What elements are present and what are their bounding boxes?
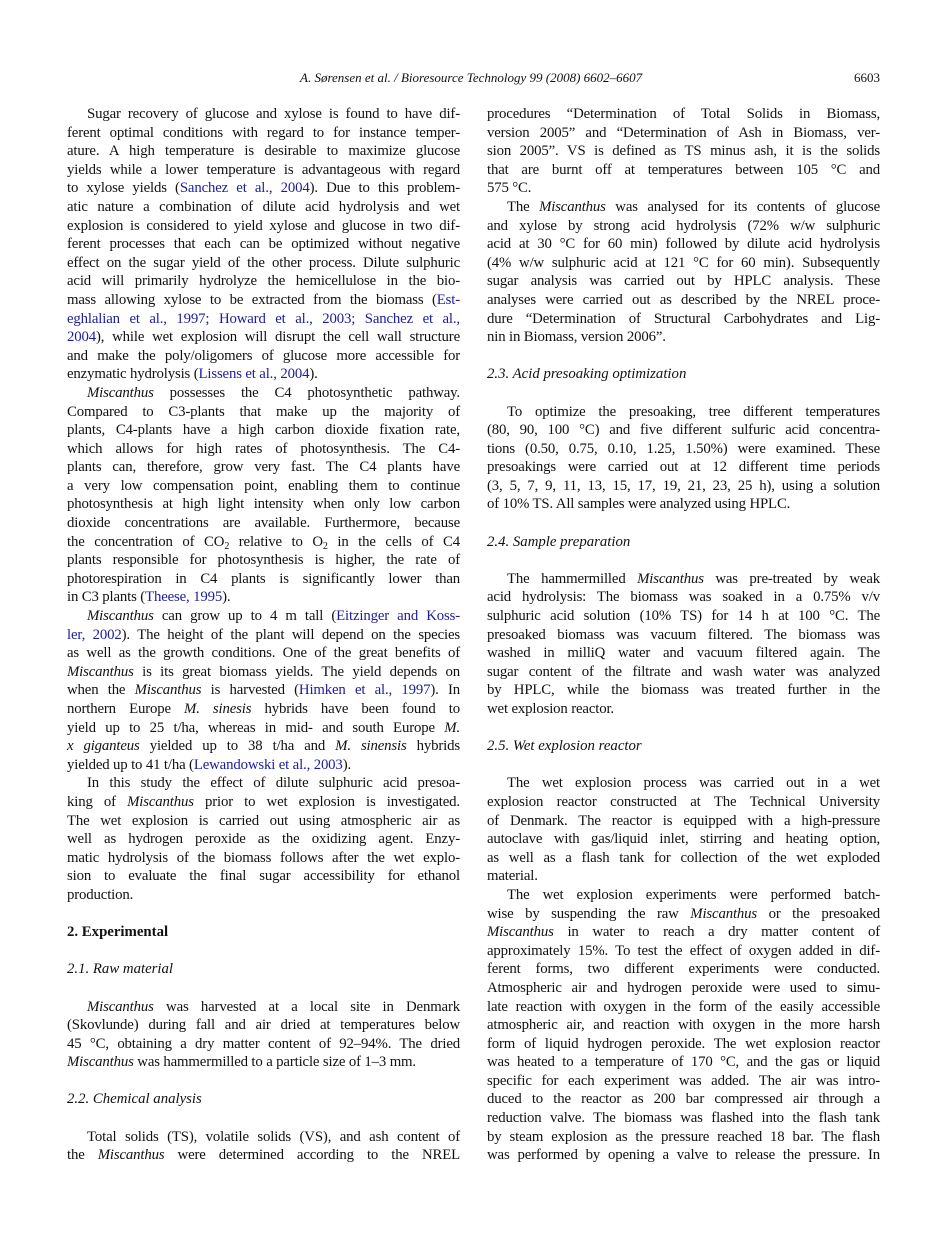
text-span: 2. Experimental	[67, 924, 169, 941]
text-span: Sugar recovery of glucose and xylose is found to have dif-	[87, 106, 460, 122]
text-span: is harvested (	[201, 682, 299, 699]
text-line	[487, 700, 880, 719]
citation-link[interactable]: Sanchez et al., 2004	[179, 180, 310, 197]
text-span: dure “Determination of Structural Carbohydrates and Lig-	[487, 310, 880, 327]
section-heading	[67, 923, 460, 942]
text-span: as well as a flash tank for collection of the wet exploded	[487, 849, 880, 866]
text-span: explosion reactor constructed at The Technical University	[487, 793, 880, 810]
text-span: sion 2005”. VS is defined as TS minus ash, it is the solids	[487, 143, 880, 160]
text-span: ferent forms, two different experiments were conducted.	[487, 961, 880, 978]
italic-text: Miscanthus	[97, 1147, 165, 1164]
text-span: presoakings were carried out at 12 different time periods	[487, 459, 880, 476]
text-span: possesses the C4 photosynthetic pathway.	[153, 384, 460, 401]
text-span: wise by suspending the raw	[487, 905, 691, 922]
citation-link[interactable]: Lewandowski et al., 2003	[193, 756, 343, 773]
text-line	[487, 626, 880, 645]
text-span: The hammermilled	[507, 570, 638, 587]
text-span: yield up to 25 t/ha, whereas in mid- and south Europe	[67, 719, 445, 736]
text-span: 2.3. Acid presoaking optimization	[487, 366, 687, 383]
text-line	[487, 774, 880, 793]
text-span: ). The height of the plant will depend on the species	[121, 626, 461, 643]
text-line	[487, 477, 880, 496]
text-span: was heated to a temperature of 170 °C, and the gas or liquid	[487, 1054, 880, 1071]
text-span: a very low compensation point, enabling them to continue	[67, 477, 460, 494]
text-line	[487, 310, 880, 329]
text-line	[67, 310, 460, 329]
text-line	[487, 124, 880, 143]
text-line	[67, 607, 460, 626]
text-line	[487, 328, 880, 347]
text-line	[487, 1035, 880, 1054]
text-line	[67, 774, 460, 793]
text-span: matic hydrolysis of the biomass follows after the wet explo-	[67, 849, 460, 866]
citation-link[interactable]: 2004	[67, 329, 96, 346]
text-span: acid hydrolysis: The biomass was soaked in a 0.75% v/v	[487, 589, 880, 606]
text-line	[67, 1016, 460, 1035]
text-span: acid will primarily hydrolyze the hemicellulose in the bio-	[67, 273, 460, 290]
citation-link[interactable]: Eitzinger and Koss-	[336, 608, 460, 625]
text-line	[67, 291, 460, 310]
italic-text: Miscanthus	[690, 905, 758, 922]
text-span: ).	[309, 366, 318, 383]
text-span: Compared to C3-plants that make up the majority of	[67, 403, 460, 420]
italic-text: M.	[444, 719, 460, 736]
text-span: can grow up to 4 m tall (	[153, 608, 337, 625]
text-span: ). Due to this problem-	[309, 180, 460, 197]
text-span: plants responsible for photosynthesis is higher, the rate of	[67, 552, 460, 569]
text-line	[67, 793, 460, 812]
text-span: photosynthesis at high light intensity when only low carbon	[67, 496, 460, 513]
text-line	[67, 235, 460, 254]
text-line	[487, 495, 880, 514]
text-line	[487, 793, 880, 812]
text-span: atic nature a combination of dilute acid hydrolysis and wet	[67, 198, 460, 215]
text-span: presoaked biomass was vacuum filtered. The biomass was	[487, 626, 880, 643]
text-line	[67, 830, 460, 849]
italic-text: Miscanthus	[67, 663, 134, 680]
text-line	[67, 700, 460, 719]
italic-text: Miscanthus	[637, 570, 704, 587]
italic-text: Miscanthus	[134, 682, 202, 699]
text-span: the concentration of CO	[67, 533, 225, 550]
text-line	[67, 198, 460, 217]
text-line	[67, 403, 460, 422]
text-line	[487, 1016, 880, 1035]
text-span: version 2005” and “Determination of Ash in Biomass, ver-	[487, 124, 880, 141]
text-span: by steam explosion as the pressure reached 18 bar. The flash	[487, 1128, 880, 1145]
text-line	[487, 179, 880, 198]
italic-text: Miscanthus	[127, 793, 194, 810]
text-span: In this study the effect of dilute sulphuric acid presoa-	[87, 775, 460, 792]
text-line	[487, 1090, 880, 1109]
text-span: yields while a lower temperature is advantageous with regard	[67, 161, 460, 178]
text-span: in the cells of C4	[327, 533, 460, 550]
text-span: enzymatic hydrolysis (	[67, 366, 199, 383]
text-line	[67, 161, 460, 180]
text-span: was analysed for its contents of glucose	[605, 198, 880, 215]
text-span: reduction valve. The biomass was flashed into the flash tank	[487, 1110, 880, 1127]
text-line	[67, 1128, 460, 1147]
text-span: 2.4. Sample preparation	[487, 533, 631, 550]
text-line	[67, 384, 460, 403]
text-line	[487, 942, 880, 961]
text-span: was performed by opening a valve to release the pressure. In	[487, 1147, 880, 1164]
text-span: in water to reach a dry matter content of	[553, 924, 880, 941]
text-line	[487, 849, 880, 868]
text-span: wet explosion reactor.	[487, 701, 614, 717]
text-span: atmospheric air, and reaction with oxygen in the more harsh	[487, 1017, 880, 1034]
citation-link[interactable]: Himken et al., 1997	[298, 682, 431, 699]
text-line	[487, 1146, 880, 1165]
subsection-heading	[487, 365, 880, 384]
italic-text: Miscanthus	[87, 998, 154, 1015]
text-span: To optimize the presoaking, tree different temperatures	[507, 403, 880, 420]
text-line	[487, 198, 880, 217]
text-line	[67, 495, 460, 514]
text-line	[487, 1053, 880, 1072]
text-line	[67, 588, 460, 607]
text-span: is its great biomass yields. The yield depends on	[133, 663, 460, 680]
text-span: ), while wet explosion will disrupt the cell wall structure	[96, 329, 460, 346]
subsection-heading	[487, 533, 880, 552]
text-line	[67, 998, 460, 1017]
citation-link[interactable]: Lissens et al., 2004	[198, 366, 310, 383]
text-line	[487, 403, 880, 422]
text-span: sugar content of the filtrate and wash water was analyzed	[487, 663, 880, 680]
text-line	[67, 663, 460, 682]
text-line	[487, 458, 880, 477]
text-line	[487, 142, 880, 161]
text-span: material.	[487, 868, 538, 885]
text-line	[487, 105, 880, 124]
text-line	[487, 254, 880, 273]
text-span: 2.5. Wet explosion reactor	[487, 738, 642, 755]
text-span: The	[507, 198, 540, 215]
text-line	[67, 570, 460, 589]
italic-text: Miscanthus	[87, 608, 154, 625]
running-header	[300, 70, 880, 90]
text-line	[487, 960, 880, 979]
text-span: production.	[67, 886, 134, 903]
text-span: when the	[67, 682, 135, 699]
text-span: yielded up to 38 t/ha and	[139, 738, 336, 755]
text-span: and xylose by strong acid hydrolysis (72% w/w sulphuric	[487, 217, 880, 234]
text-line	[67, 1035, 460, 1054]
text-span: acid at 30 °C for 60 min) followed by dilute acid hydrolysis	[487, 236, 880, 253]
text-span: which allows for high rates of photosynthesis. The C4-	[67, 440, 460, 457]
text-span: well as hydrogen peroxide as the oxidizing agent. Enzy-	[67, 831, 460, 848]
italic-text: Miscanthus	[487, 924, 554, 941]
text-span: as well as the growth conditions. One of the great benefits of	[67, 645, 460, 662]
text-line	[67, 365, 460, 384]
text-span: The wet explosion is carried out using atmospheric air as	[67, 812, 460, 829]
text-span: or the presoaked	[757, 905, 880, 922]
text-span: late reaction with oxygen in the form of the easily accessible	[487, 998, 880, 1015]
text-line	[67, 514, 460, 533]
text-span: ).	[222, 589, 231, 606]
text-span: (4% w/w sulphuric acid at 121 °C for 60 min). Subsequently	[487, 254, 880, 271]
text-span: of 10% TS. All samples were analyzed using HPLC.	[487, 496, 791, 513]
text-span: autoclave with gas/liquid inlet, stirring and heating option,	[487, 831, 880, 848]
right-column	[487, 105, 880, 1165]
text-span: washed in milliQ water and vacuum filtered again. The	[487, 645, 880, 662]
subscript-text: 2	[224, 540, 230, 552]
text-span: 45 °C, obtaining a dry matter content of 92–94%. The dried	[67, 1035, 460, 1052]
text-span: ature. A high temperature is desirable to maximize glucose	[67, 143, 460, 160]
text-span: was hammermilled to a particle size of 1–3 mm.	[133, 1054, 416, 1071]
left-column	[67, 105, 460, 1165]
text-line	[67, 328, 460, 347]
text-line	[487, 923, 880, 942]
text-line	[487, 663, 880, 682]
text-span: The wet explosion experiments were performed batch-	[507, 886, 880, 903]
text-span: ).	[342, 756, 352, 773]
text-line	[67, 551, 460, 570]
text-span: northern Europe	[67, 701, 185, 717]
text-span: (Skovlunde) during fall and air dried at temperatures below	[67, 1017, 460, 1034]
text-line	[67, 867, 460, 886]
text-span: (80, 90, 100 °C) and five different sulfuric acid concentra-	[487, 422, 880, 439]
text-line	[67, 849, 460, 868]
text-span: relative to O	[229, 533, 323, 550]
text-line	[487, 830, 880, 849]
citation-link[interactable]: eghlalian et al., 1997; Howard et al., 2003; Sanchez et al.,	[67, 310, 460, 327]
text-span: sulphuric acid solution (10% TS) for 14 h at 100 °C. The	[487, 608, 880, 625]
text-span: ferent processes that each can be optimized without negative	[67, 236, 460, 253]
text-line	[487, 979, 880, 998]
italic-text: Miscanthus	[67, 1054, 134, 1071]
text-span: sugar analysis was carried out by HPLC analysis. These	[487, 273, 880, 290]
text-span: explosion is considered to yield xylose and glucose in two dif-	[67, 217, 460, 234]
text-line	[67, 254, 460, 273]
text-span: (3, 5, 7, 9, 11, 13, 15, 17, 19, 21, 23, 25 h), using a solution	[487, 477, 880, 494]
text-line	[487, 998, 880, 1017]
text-line	[67, 440, 460, 459]
text-line	[487, 272, 880, 291]
text-line	[67, 105, 460, 124]
text-span: Total solids (TS), volatile solids (VS), and ash content of	[87, 1128, 460, 1145]
text-line	[487, 867, 880, 886]
text-line	[487, 217, 880, 236]
text-span: dioxide concentrations are available. Furthermore, because	[67, 515, 460, 532]
text-line	[67, 477, 460, 496]
text-span: 2.2. Chemical analysis	[67, 1091, 202, 1108]
italic-text: Miscanthus	[539, 198, 606, 215]
text-span: mass allowing xylose to be extracted from the biomass (	[67, 291, 437, 308]
text-line	[67, 1053, 460, 1072]
text-span: form of liquid hydrogen peroxide. The wet explosion reactor	[487, 1035, 880, 1052]
italic-text: x giganteus	[67, 738, 140, 755]
text-line	[67, 272, 460, 291]
text-line	[487, 235, 880, 254]
text-span: 575 °C.	[487, 180, 532, 197]
text-line	[67, 681, 460, 700]
text-span: Atmospheric air and hydrogen peroxide were used to simu-	[487, 979, 880, 996]
text-line	[487, 421, 880, 440]
italic-text: M. sinensis	[335, 738, 407, 755]
text-span: hybrids	[406, 738, 460, 755]
text-span: the	[67, 1147, 98, 1164]
text-line	[67, 886, 460, 905]
text-line	[67, 1146, 460, 1165]
text-line	[487, 161, 880, 180]
text-span: in C3 plants (	[67, 589, 146, 606]
text-span: 2.1. Raw material	[67, 961, 174, 978]
text-line	[487, 588, 880, 607]
text-span: tions (0.50, 0.75, 0.10, 1.25, 1.50%) were examined. These	[487, 440, 880, 457]
text-line	[487, 886, 880, 905]
text-span: prior to wet explosion is investigated.	[193, 793, 460, 810]
text-span: ferent optimal conditions with regard to for instance temper-	[67, 124, 460, 141]
text-span: and make the poly/oligomers of glucose more accessible for	[67, 347, 460, 364]
text-line	[487, 644, 880, 663]
text-line	[487, 681, 880, 700]
text-line	[67, 756, 460, 775]
text-span: plants can, therefore, grow very fast. The C4 plants have	[67, 459, 460, 476]
citation-link[interactable]: ler, 2002	[67, 626, 122, 643]
text-line	[67, 812, 460, 831]
text-span: to xylose yields (	[67, 180, 180, 197]
text-span: that are burnt off at temperatures between 105 °C and	[487, 161, 880, 178]
text-span: photorespiration in C4 plants is significantly lower than	[67, 570, 460, 587]
text-line	[487, 440, 880, 459]
text-span: The wet explosion process was carried out in a wet	[507, 775, 880, 792]
text-line	[67, 179, 460, 198]
text-span: were determined according to the NREL	[164, 1147, 460, 1164]
text-span: approximately 15%. To test the effect of oxygen added in dif-	[487, 942, 880, 959]
text-span: yielded up to 41 t/ha (	[67, 756, 194, 773]
text-line	[67, 533, 460, 552]
text-line	[67, 719, 460, 738]
text-line	[67, 142, 460, 161]
text-line	[67, 737, 460, 756]
page-number: 6603	[854, 70, 880, 85]
subsection-heading	[487, 737, 880, 756]
text-span: effect on the sugar yield of the other process. Dilute sulphuric	[67, 254, 460, 271]
text-line	[487, 812, 880, 831]
text-line	[67, 458, 460, 477]
subsection-heading	[67, 1090, 460, 1109]
text-line	[487, 1128, 880, 1147]
text-span: king of	[67, 793, 128, 810]
text-span: plants, C4-plants have a high carbon dioxide fixation rate,	[67, 422, 460, 439]
text-span: specific for each experiment was added. The air was intro-	[487, 1072, 880, 1089]
italic-text: M. sinesis	[184, 701, 252, 717]
text-span: hybrids have been found to	[251, 701, 460, 717]
text-span: was pre-treated by weak	[703, 570, 880, 587]
text-line	[487, 607, 880, 626]
italic-text: Miscanthus	[87, 384, 154, 401]
text-span: duced to the reactor as 200 bar compressed air through a	[487, 1091, 880, 1108]
text-line	[487, 291, 880, 310]
text-span: procedures “Determination of Total Solids in Biomass,	[487, 106, 880, 122]
text-line	[487, 905, 880, 924]
text-span: of Denmark. The reactor is equipped with a high-pressure	[487, 812, 880, 829]
citation-link[interactable]: Theese, 1995	[145, 589, 223, 606]
text-line	[67, 644, 460, 663]
citation-link[interactable]: Est-	[436, 291, 460, 308]
text-line	[487, 570, 880, 589]
text-span: analyses were carried out as described by the NREL proce-	[487, 291, 880, 308]
text-line	[67, 421, 460, 440]
text-line	[487, 1109, 880, 1128]
subscript-text: 2	[322, 540, 328, 552]
text-span: by HPLC, while the biomass was treated further in the	[487, 682, 880, 699]
subsection-heading	[67, 960, 460, 979]
text-span: nin in Biomass, version 2006”.	[487, 329, 666, 346]
text-line	[67, 626, 460, 645]
text-line	[67, 217, 460, 236]
running-title: A. Sørensen et al. / Bioresource Technology 99 (2008) 6602–6607	[300, 70, 643, 85]
text-line	[67, 124, 460, 143]
text-line	[67, 347, 460, 366]
text-line	[487, 1072, 880, 1091]
text-span: ). In	[430, 682, 460, 699]
text-span: was harvested at a local site in Denmark	[153, 998, 460, 1015]
text-span: sion to evaluate the final sugar accessibility for ethanol	[67, 868, 460, 885]
